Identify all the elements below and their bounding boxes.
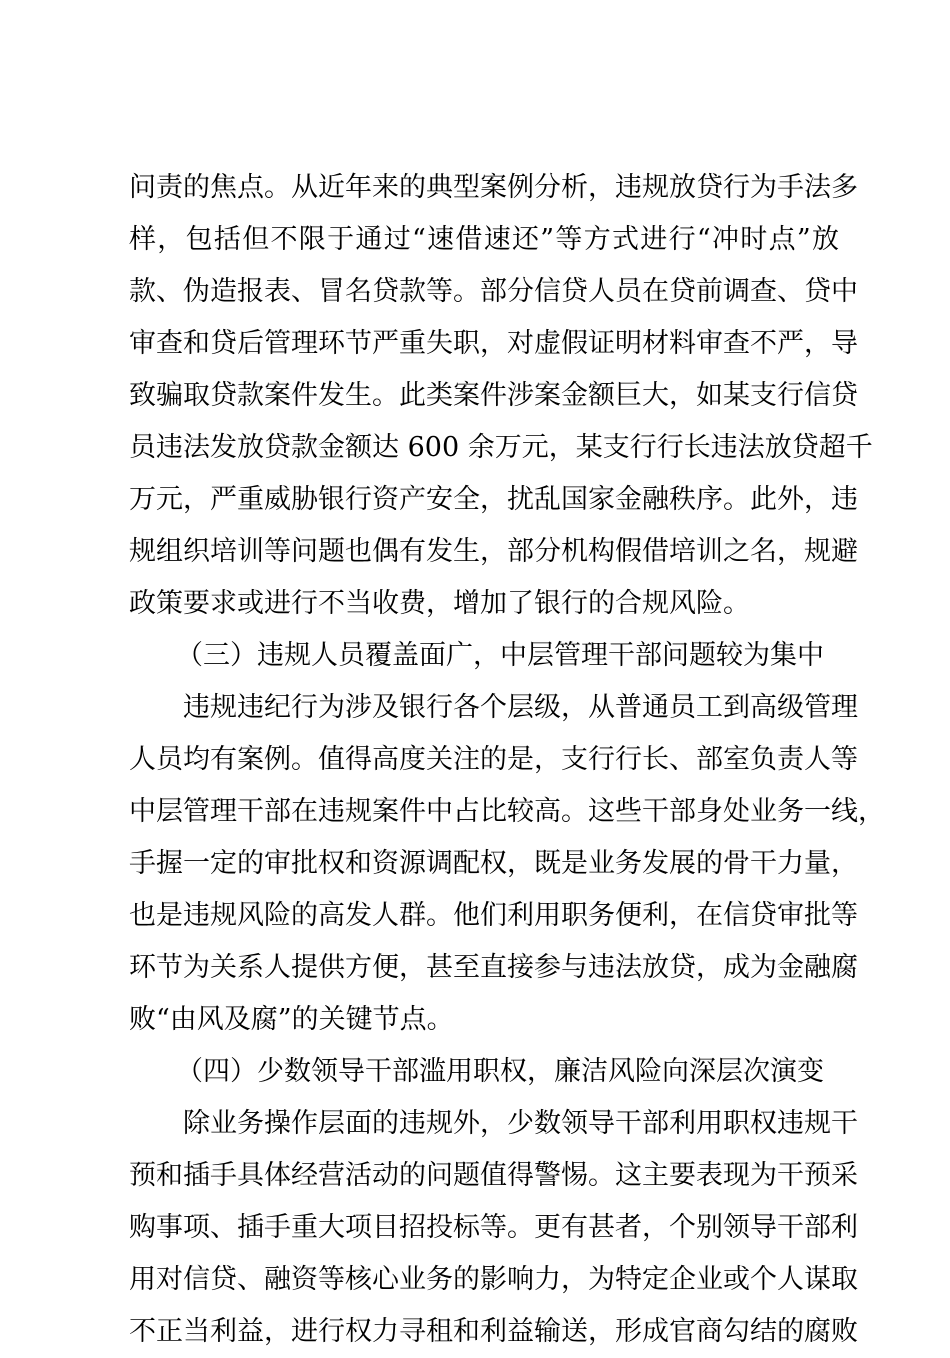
- text-line: 购事项、插手重大项目招投标等。更有甚者，个别领导干部利: [129, 1212, 858, 1243]
- text-line: 违规违纪行为涉及银行各个层级，从普通员工到高级管理: [183, 692, 858, 723]
- text-line: 用对信贷、融资等核心业务的影响力，为特定企业或个人谋取: [129, 1264, 858, 1295]
- text-line: 问责的焦点。从近年来的典型案例分析，违规放贷行为手法多: [129, 172, 858, 203]
- section-heading: （四）少数领导干部滥用职权，廉洁风险向深层次演变: [176, 1056, 824, 1087]
- text-line: 除业务操作层面的违规外，少数领导干部利用职权违规干: [183, 1108, 858, 1139]
- text-line: 致骗取贷款案件发生。此类案件涉案金额巨大，如某支行信贷: [129, 380, 858, 411]
- text-line: 环节为关系人提供方便，甚至直接参与违法放贷，成为金融腐: [129, 952, 858, 983]
- text-line: 也是违规风险的高发人群。他们利用职务便利，在信贷审批等: [129, 900, 858, 931]
- text-line: 政策要求或进行不当收费，增加了银行的合规风险。: [129, 588, 750, 619]
- text-line: 人员均有案例。值得高度关注的是，支行行长、部室负责人等: [129, 744, 858, 775]
- text-line: 中层管理干部在违规案件中占比较高。这些干部身处业务一线，: [129, 796, 885, 827]
- text-line: 审查和贷后管理环节严重失职，对虚假证明材料审查不严，导: [129, 328, 858, 359]
- text-line: 败“由风及腐”的关键节点。: [129, 1004, 454, 1035]
- text-line: 手握一定的审批权和资源调配权，既是业务发展的骨干力量，: [129, 848, 858, 879]
- text-line: 不正当利益，进行权力寻租和利益输送，形成官商勾结的腐败: [129, 1316, 858, 1347]
- text-line: 款、伪造报表、冒名贷款等。部分信贷人员在贷前调查、贷中: [129, 276, 858, 307]
- text-line: 样，包括但不限于通过“速借速还”等方式进行“冲时点”放: [129, 224, 839, 255]
- document-body: [129, 162, 885, 1358]
- text-line: 万元，严重威胁银行资产安全，扰乱国家金融秩序。此外，违: [129, 484, 858, 515]
- text-line: 预和插手具体经营活动的问题值得警惕。这主要表现为干预采: [129, 1160, 858, 1191]
- text-line: 员违法发放贷款金额达 600 余万元，某支行行长违法放贷超千: [129, 432, 873, 463]
- section-heading: （三）违规人员覆盖面广，中层管理干部问题较为集中: [176, 640, 824, 671]
- text-line: 规组织培训等问题也偶有发生，部分机构假借培训之名，规避: [129, 536, 858, 567]
